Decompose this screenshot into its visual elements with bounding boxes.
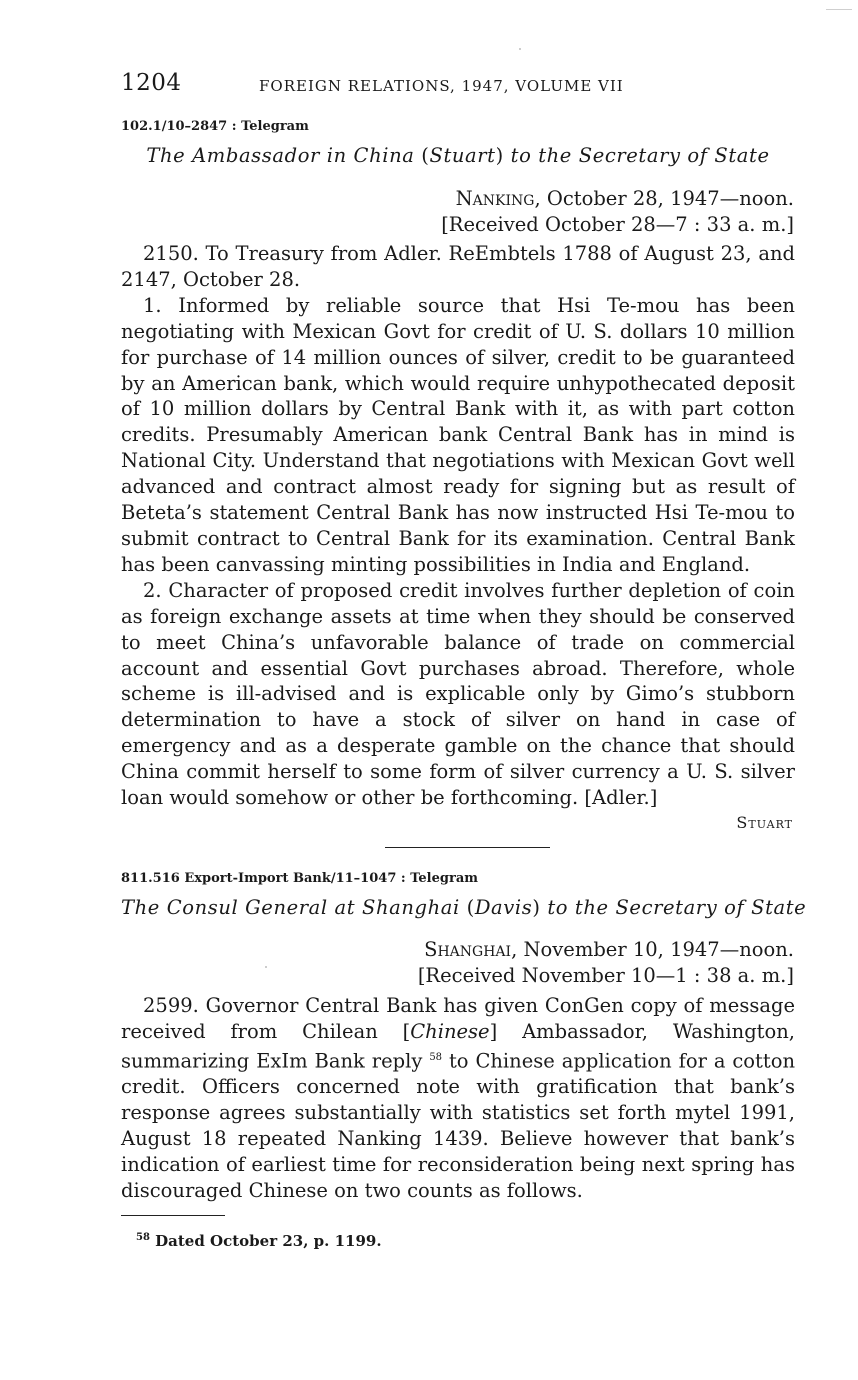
section-divider xyxy=(385,847,550,848)
title-text: The Consul General at Shanghai xyxy=(121,896,467,919)
title-text: to the Secretary of State xyxy=(503,144,770,167)
paragraph-1: 1. Informed by reliable source that Hsi Te-mou has been negotiating with Mexican Govt for credit of U. S. dollars 10 million for purchase of 14 million ounces of silver, credit to be guaranteed by an American bank, which would require unhypothecated deposit of 10 million dollars by Central Bank with it, as with part cotton credits. Presumably American bank Central Bank has in mind is National City. Understand that negotiations with Mexican Govt well advanced and contract almost ready for signing but as result of Beteta’s statement Central Bank has now instructed Hsi Te-mou to submit contract to Central Bank for its examination. Central Bank has been canvassing minting possibilities in India and England. xyxy=(121,293,795,576)
footnote xyxy=(136,1232,382,1250)
title-paren: ( xyxy=(421,144,430,167)
received-line-1: [Received October 28—7 : 33 a. m.] xyxy=(441,213,794,236)
dateline-2 xyxy=(424,938,794,961)
telegram-body-2 xyxy=(121,993,795,1204)
title-paren: ) xyxy=(532,896,541,919)
title-author: Stuart xyxy=(429,144,496,167)
scan-mark xyxy=(826,9,852,10)
signature: Stuart xyxy=(736,813,793,832)
paragraph-2: 2. Character of proposed credit involves further depletion of coin as foreign exchange assets at time when they should be conserved to meet China’s unfavorable balance of trade on commercial account and essential Govt purchases abroad. Therefore, whole scheme is ill-advised and is explicable only by Gimo’s stubborn determination to have a stock of silver on hand in case of emergency and as a desperate gamble on the chance that should China commit herself to some form of silver currency a U. S. silver loan would somehow or other be forthcoming. [Adler.] xyxy=(121,578,795,810)
file-reference-2: 811.516 Export-Import Bank/11–1047 : Telegram xyxy=(121,871,478,886)
scan-speck xyxy=(265,966,267,968)
footnote-text: Dated October 23, p. 1199. xyxy=(149,1232,382,1250)
title-text: to the Secretary of State xyxy=(540,896,807,919)
title-paren: ( xyxy=(466,896,475,919)
received-line-2: [Received November 10—1 : 38 a. m.] xyxy=(417,964,794,987)
page-number: 1204 xyxy=(121,70,182,96)
dateline-place: Shanghai xyxy=(424,938,512,961)
document-title-1 xyxy=(121,144,795,167)
file-reference-1: 102.1/10–2847 : Telegram xyxy=(121,119,309,134)
dateline-date: , October 28, 1947—noon. xyxy=(534,187,794,210)
text-run-italic: Chinese xyxy=(410,1019,490,1043)
footnote-marker: 58 xyxy=(136,1232,150,1243)
footnote-reference: 58 xyxy=(429,1051,443,1063)
text-run: 2599. Governor Central Bank has given ConGen copy of message received from Chilean [ xyxy=(121,994,795,1043)
text-run: to Chinese application for a cotton credit. Officers concerned note with gratification that bank’s response agrees substantially with statistics set forth mytel 1991, August 18 repeated Nanking 1439. Believe however that bank’s indication of earliest time for reconsideration being next spring has discouraged Chinese on two counts as follows. xyxy=(121,1049,795,1202)
title-author: Davis xyxy=(474,896,533,919)
scan-speck xyxy=(519,48,521,50)
telegram-body-1 xyxy=(121,241,795,811)
paragraph-intro: 2150. To Treasury from Adler. ReEmbtels 1788 of August 23, and 2147, October 28. xyxy=(121,242,795,291)
title-text: The Ambassador in China xyxy=(146,144,422,167)
page-header xyxy=(121,70,796,102)
dateline-date: , November 10, 1947—noon. xyxy=(511,938,794,961)
title-paren: ) xyxy=(495,144,504,167)
text-run: ] Ambassador, Washington, summarizing ExIm Bank reply xyxy=(121,1019,796,1073)
paragraph-main xyxy=(121,993,795,1204)
running-title: FOREIGN RELATIONS, 1947, VOLUME VII xyxy=(259,77,624,95)
document-title-2 xyxy=(121,896,807,919)
dateline-place: Nanking xyxy=(455,187,535,210)
footnote-divider xyxy=(121,1215,225,1216)
dateline-1 xyxy=(456,187,794,210)
